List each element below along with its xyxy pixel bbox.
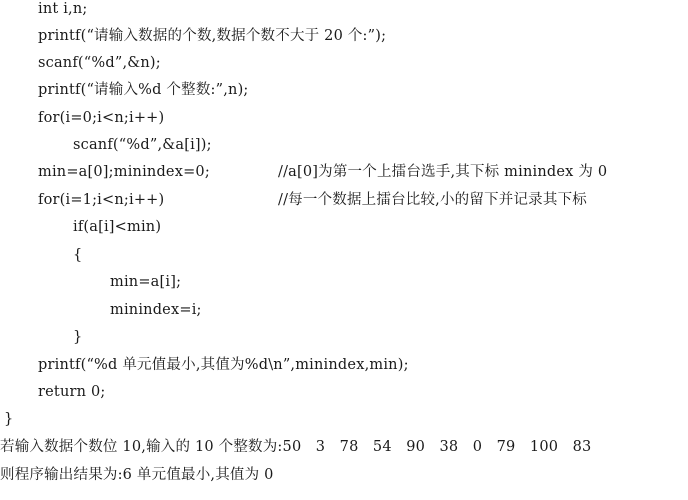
explanation-output: 则程序输出结果为:6 单元值最小,其值为 0 xyxy=(0,467,274,483)
code-line-prompt-ints: printf(“请输入%d 个整数:”,n); xyxy=(38,82,249,98)
code-line-print-result: printf(“%d 单元值最小,其值为%d\n”,minindex,min); xyxy=(38,357,409,373)
code-line-scan-array: scanf(“%d”,&a[i]); xyxy=(73,137,212,153)
code-line-prompt-count: printf(“请输入数据的个数,数据个数不大于 20 个:”); xyxy=(38,28,387,44)
code-comment-init: //a[0]为第一个上擂台选手,其下标 minindex 为 0 xyxy=(278,164,608,180)
code-comment-compare: //每一个数据上擂台比较,小的留下并记录其下标 xyxy=(278,192,587,208)
code-line-for-input: for(i=0;i<n;i++) xyxy=(38,110,165,126)
code-line-for-compare: for(i=1;i<n;i++) xyxy=(38,192,165,208)
code-line-function-close: } xyxy=(4,411,14,427)
code-line-init-min: min=a[0];minindex=0; xyxy=(38,164,210,180)
code-line-assign-index: minindex=i; xyxy=(110,302,202,318)
code-line-scan-n: scanf(“%d”,&n); xyxy=(38,55,161,71)
code-line-if-condition: if(a[i]<min) xyxy=(73,219,162,235)
code-line-return: return 0; xyxy=(38,384,106,400)
code-line-brace-open: { xyxy=(73,247,83,263)
code-line-declaration: int i,n; xyxy=(38,1,88,17)
code-line-assign-min: min=a[i]; xyxy=(110,274,182,290)
explanation-input: 若输入数据个数位 10,输入的 10 个整数为:50 3 78 54 90 38 0 79 100 83 xyxy=(0,439,592,455)
code-line-brace-close: } xyxy=(73,329,83,345)
